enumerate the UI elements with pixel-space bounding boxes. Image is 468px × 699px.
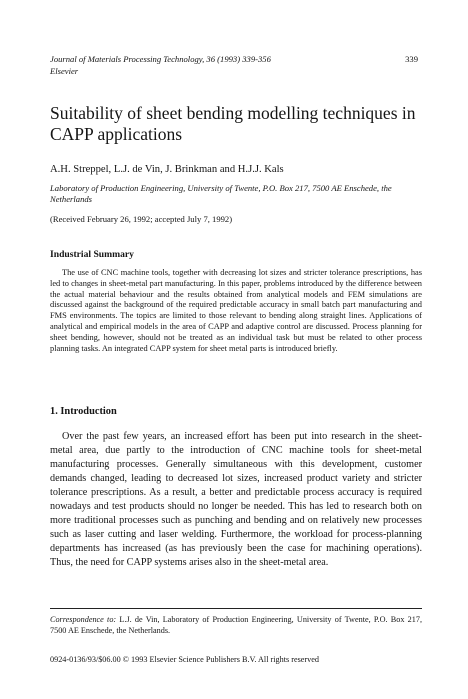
summary-text: The use of CNC machine tools, together with decreasing lot sizes and stricter tolerance prescriptions, has led to changes in sheet-metal part manufacturing. In this paper, problems introduced by the difference between the actual material behaviour and the results obtained from analytical models and FEM simulations are discussed against the background of the required predictable accuracy in small batch part manufacturing and FMS environments. The topics are limited to those relevant to bending along straight lines. Applications of analytical and empirical models in the area of CAPP and adaptive control are discussed. Process planning for sheet bending, however, should not be treated as an individual task but must be related to other process planning tasks. An integrated CAPP system for sheet metal parts is introduced briefly.: [50, 268, 422, 353]
introduction-text: Over the past few years, an increased effort has been put into research in the sheet-metal area, due partly to the introduction of CNC machine tools for sheet-metal manufacturing processes. Generally simultaneous with this development, customer demands changed, leading to decreased lot sizes, increased product variety and stricter tolerance prescriptions. As a result, a better and predictable process accuracy is required nowadays and test products should no longer be needed. This has led to research both on more traditional processes such as punching and bending and on relatively new processes such as laser cutting and laser welding. Furthermore, the workload for process-planning departments has increased (as has previously been the case for machining operations). Thus, the need for CAPP systems arises also in the sheet-metal area.: [50, 431, 422, 568]
received-dates: (Received February 26, 1992; accepted July 7, 1992): [50, 214, 233, 224]
authors: A.H. Streppel, L.J. de Vin, J. Brinkman and H.J.J. Kals: [50, 164, 284, 175]
footnote-text: L.J. de Vin, Laboratory of Production Engineering, University of Twente, P.O. Box 217, 7500 AE Enschede, the Netherlands.: [50, 615, 422, 635]
correspondence-footnote: [50, 615, 422, 636]
footnote-divider: [50, 608, 422, 609]
publisher: Elsevier: [50, 66, 79, 76]
page-number: 339: [405, 54, 418, 64]
copyright-line: 0924-0136/93/$06.00 © 1993 Elsevier Science Publishers B.V. All rights reserved: [50, 655, 319, 664]
summary-heading: Industrial Summary: [50, 249, 134, 260]
journal-citation: Journal of Materials Processing Technology, 36 (1993) 339-356: [50, 54, 271, 64]
affiliation: Laboratory of Production Engineering, University of Twente, P.O. Box 217, 7500 AE Enschede, the Netherlands: [50, 183, 392, 204]
paper-title: Suitability of sheet bending modelling techniques in CAPP applications: [50, 103, 416, 144]
section-heading-introduction: 1. Introduction: [50, 406, 117, 417]
footnote-label: Correspondence to:: [50, 615, 117, 624]
